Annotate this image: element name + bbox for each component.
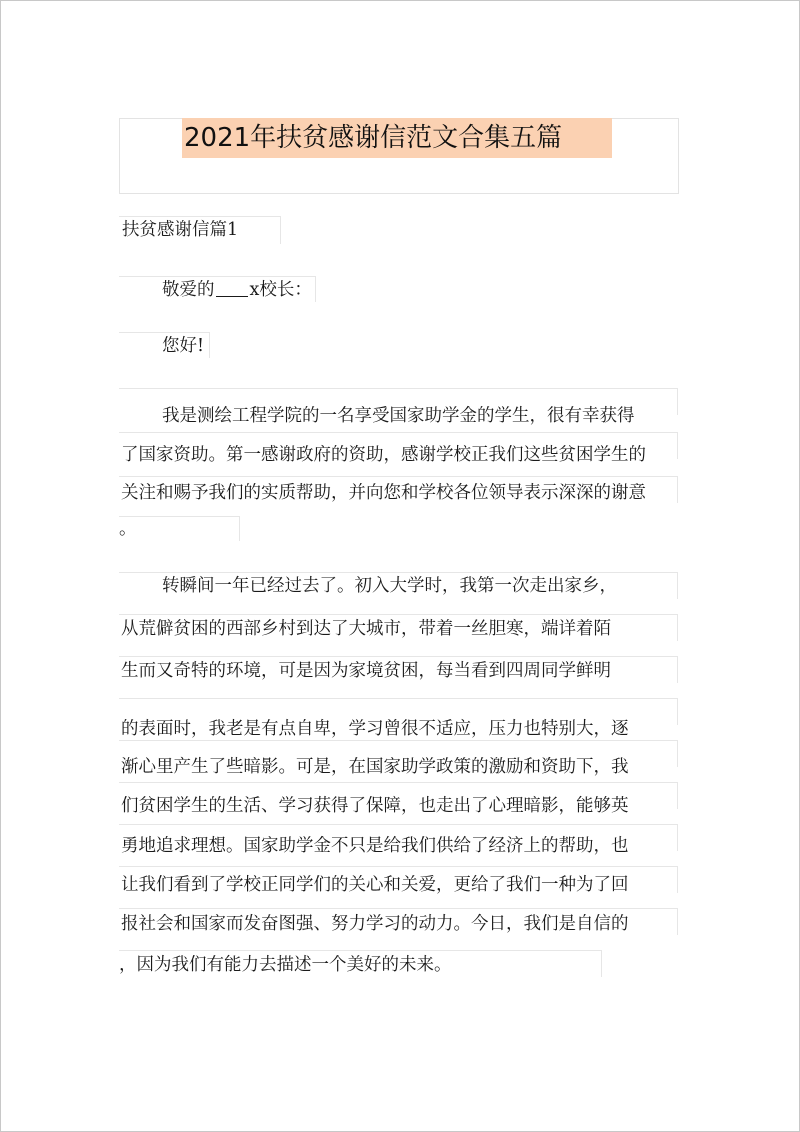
paragraph-line: 转瞬间一年已经过去了。初入大学时，我第一次走出家乡， bbox=[162, 576, 617, 596]
salutation bbox=[162, 278, 312, 302]
paragraph-line: 关注和赐予我们的实质帮助，并向您和学校各位领导表示深深的谢意 bbox=[121, 483, 646, 503]
paragraph-line: 。 bbox=[119, 519, 137, 539]
paragraph-line: 从荒僻贫困的西部乡村到达了大城市，带着一丝胆寒，端详着陌 bbox=[121, 619, 611, 639]
frame-fragment bbox=[119, 516, 240, 541]
paragraph-line: 生而又奇特的环境，可是因为家境贫困，每当看到四周同学鲜明 bbox=[121, 661, 611, 681]
paragraph-line: 勇地追求理想。国家助学金不只是给我们供给了经济上的帮助，也 bbox=[121, 836, 629, 856]
section-heading: 扶贫感谢信篇1 bbox=[122, 220, 239, 240]
greeting: 您好! bbox=[162, 336, 205, 356]
blank-underline bbox=[216, 278, 248, 297]
salutation-prefix: 敬爱的 bbox=[162, 280, 215, 300]
paragraph-line: 了国家资助。第一感谢政府的资助，感谢学校正我们这些贫困学生的 bbox=[121, 445, 646, 465]
paragraph-line: 让我们看到了学校正同学们的关心和关爱，更给了我们一种为了回 bbox=[121, 875, 629, 895]
paragraph-line: 渐心里产生了些暗影。可是，在国家助学政策的激励和资助下，我 bbox=[121, 757, 629, 777]
paragraph-line: ，因为我们有能力去描述一个美好的未来。 bbox=[119, 955, 452, 975]
paragraph-line: 我是测绘工程学院的一名享受国家助学金的学生，很有幸获得 bbox=[162, 406, 635, 426]
salutation-suffix: x校长： bbox=[249, 280, 312, 300]
paragraph-line: 报社会和国家而发奋图强、努力学习的动力。今日，我们是自信的 bbox=[121, 914, 629, 934]
paragraph-line: 们贫困学生的生活、学习获得了保障，也走出了心理暗影，能够英 bbox=[121, 796, 629, 816]
paragraph-line: 的表面时，我老是有点自卑，学习曾很不适应，压力也特别大，逐 bbox=[121, 719, 629, 739]
document-title: 2021年扶贫感谢信范文合集五篇 bbox=[184, 123, 563, 153]
